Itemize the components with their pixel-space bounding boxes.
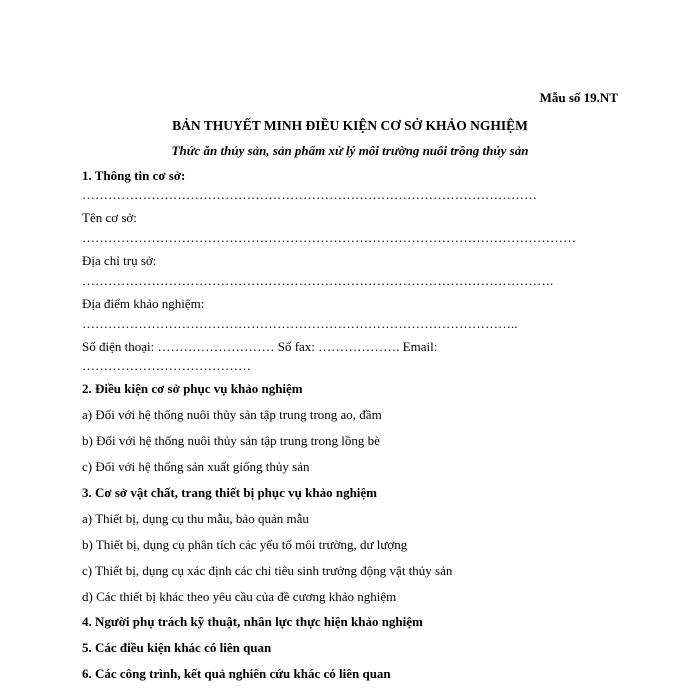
address-label: Địa chỉ trụ sở: xyxy=(82,253,157,268)
fill-line-1: …………………………………………………………………………………………… xyxy=(82,187,537,202)
document-subtitle: Thức ăn thủy sản, sản phẩm xử lý môi trường nuôi trồng thủy sản xyxy=(171,143,529,158)
test-location-label: Địa điểm khảo nghiệm: xyxy=(82,296,205,311)
section2-heading: 2. Điều kiện cơ sở phục vụ khảo nghiệm xyxy=(82,381,303,396)
section5-heading: 5. Các điều kiện khác có liên quan xyxy=(82,640,272,655)
section1-heading: 1. Thông tin cơ sở: xyxy=(82,168,186,183)
form-code: Mẫu số 19.NT xyxy=(539,90,618,105)
section3-heading: 3. Cơ sở vật chất, trang thiết bị phục vụ khảo nghiệm xyxy=(82,485,378,500)
fill-line-3: ………………………………………………………………………………………………. xyxy=(82,273,554,288)
fill-line-4: ……………………………………………………………………………………….. xyxy=(82,316,518,331)
section6-heading: 6. Các công trình, kết quả nghiên cứu khác có liên quan xyxy=(82,666,391,681)
section3-item-a: a) Thiết bị, dụng cụ thu mẫu, bảo quản mẫu xyxy=(82,511,309,526)
section3-item-b: b) Thiết bị, dụng cụ phân tích các yếu tố môi trường, dư lượng xyxy=(82,537,408,552)
fill-line-5: ………………………………… xyxy=(82,358,251,373)
section2-item-c: c) Đối với hệ thống sản xuất giống thủy sản xyxy=(82,459,310,474)
section2-item-a: a) Đối với hệ thống nuôi thủy sản tập trung trong ao, đầm xyxy=(82,407,382,422)
document-title: BẢN THUYẾT MINH ĐIỀU KIỆN CƠ SỞ KHẢO NGHIỆM xyxy=(172,118,528,133)
contact-line: Số điện thoại: ……………………… Số fax: ………………. Email: xyxy=(82,339,438,354)
section3-item-c: c) Thiết bị, dụng cụ xác định các chỉ tiêu sinh trưởng động vật thủy sản xyxy=(82,563,453,578)
section4-heading: 4. Người phụ trách kỹ thuật, nhân lực thực hiện khảo nghiệm xyxy=(82,614,423,629)
facility-name-label: Tên cơ sở: xyxy=(82,210,137,225)
section2-item-b: b) Đối với hệ thống nuôi thủy sản tập trung trong lồng bè xyxy=(82,433,380,448)
fill-line-2: …………………………………………………………………………………………………… xyxy=(82,230,576,245)
section3-item-d: d) Các thiết bị khác theo yêu cầu của đề cương khảo nghiệm xyxy=(82,589,397,604)
